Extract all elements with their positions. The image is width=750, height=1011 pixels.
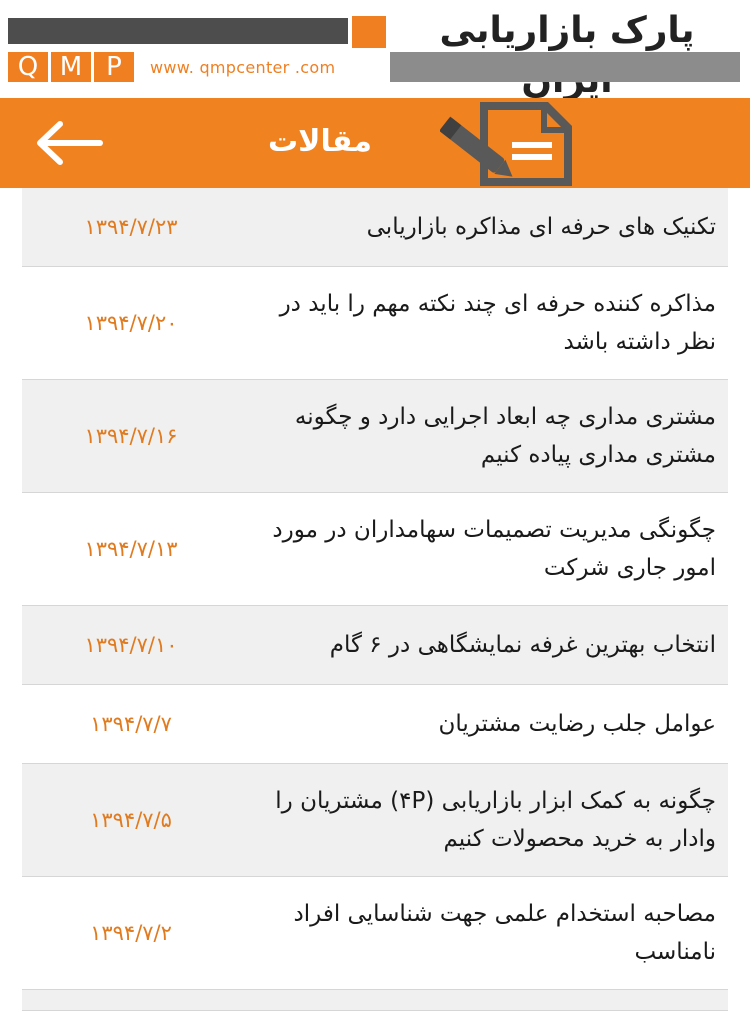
back-button[interactable] (30, 118, 110, 168)
article-title: انتخاب بهترین غرفه نمایشگاهی در ۶ گام (329, 632, 716, 658)
article-date: ۱۳۹۴/۷/۲۳ (84, 215, 178, 239)
qmp-letter-q: Q (8, 52, 48, 82)
article-date: ۱۳۹۴/۷/۲۰ (84, 311, 178, 335)
qmp-letter-p: P (94, 52, 134, 82)
article-date: ۱۳۹۴/۷/۱۶ (84, 424, 178, 448)
article-list (22, 188, 728, 1011)
article-title: مشتری مداری چه ابعاد اجرایی دارد و چگونه مشتری مداری پیاده کنیم (294, 404, 716, 468)
article-title: تکنیک های حرفه ای مذاکره بازاریابی (366, 214, 716, 240)
brand-orange-square (352, 16, 386, 48)
article-row[interactable] (22, 493, 728, 606)
article-date: ۱۳۹۴/۷/۱۰ (84, 633, 178, 657)
qmp-logo (8, 52, 137, 82)
qmp-letter-m: M (51, 52, 91, 82)
arrow-left-icon (30, 118, 110, 168)
site-url: www. qmpcenter .com (150, 58, 336, 77)
article-row[interactable] (22, 685, 728, 764)
brand-banner (0, 0, 750, 98)
article-row[interactable] (22, 877, 728, 990)
article-row[interactable] (22, 188, 728, 267)
page-header (0, 98, 750, 188)
article-date: ۱۳۹۴/۷/۵ (90, 808, 172, 832)
article-date: ۱۳۹۴/۷/۱۳ (84, 537, 178, 561)
document-pen-icon (440, 98, 580, 188)
brand-gray-bar (390, 52, 740, 82)
article-row[interactable] (22, 380, 728, 493)
article-title: مذاکره کننده حرفه ای چند نکته مهم را باید در نظر داشته باشد (279, 291, 716, 355)
article-title: عوامل جلب رضایت مشتریان (438, 711, 716, 737)
article-row[interactable] (22, 764, 728, 877)
brand-dark-bar (8, 18, 348, 44)
article-title: مصاحبه استخدام علمی جهت شناسایی افراد نامناسب (293, 901, 716, 965)
article-date: ۱۳۹۴/۷/۷ (90, 712, 172, 736)
article-date: ۱۳۹۴/۷/۲ (90, 921, 172, 945)
page-title: مقالات (268, 124, 372, 159)
brand-title: پارک بازاریابی (439, 10, 695, 51)
article-row[interactable] (22, 267, 728, 380)
article-title: چگونه به کمک ابزار بازاریابی (۴P) مشتریان را وادار به خرید محصولات کنیم (275, 788, 716, 852)
article-title: چگونگی مدیریت تصمیمات سهامداران در مورد امور جاری شرکت (272, 517, 716, 581)
article-row[interactable] (22, 606, 728, 685)
article-row[interactable] (22, 990, 728, 1011)
